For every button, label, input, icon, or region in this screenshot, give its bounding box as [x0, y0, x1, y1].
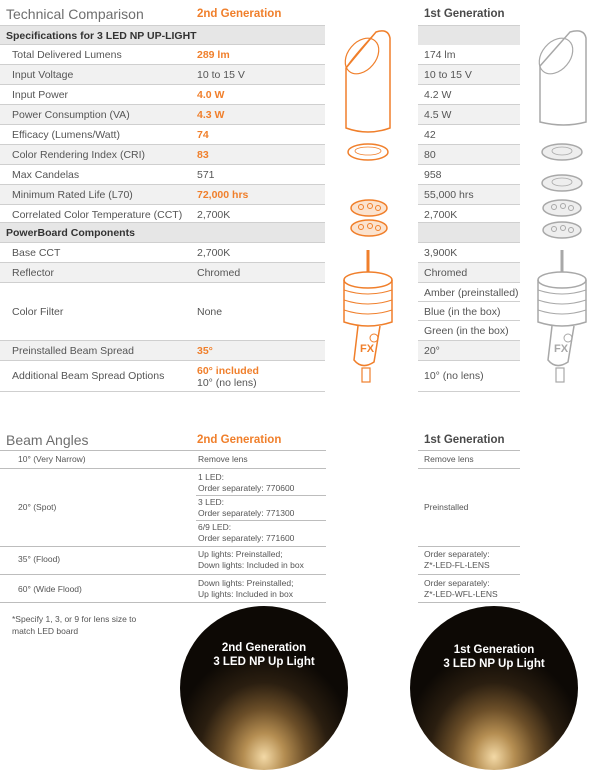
beam-35-gen1-b: Z*-LED-FL-LENS [424, 560, 490, 570]
row-label: Preinstalled Beam Spread [12, 344, 134, 357]
spec-value-gen1: 4.5 W [424, 108, 452, 121]
gen1-heading: 1st Generation [424, 8, 505, 20]
spec-value-gen1: 10 to 15 V [424, 68, 472, 81]
gen1-optics-icon [540, 196, 584, 242]
spec-value-gen2: 10 to 15 V [197, 68, 245, 81]
spec-row-gen1 [418, 184, 520, 204]
spec-value-gen2: 289 lm [197, 48, 230, 61]
beam-subrow-divider [196, 495, 326, 496]
gen2-uplight-icon [338, 28, 394, 138]
beam-35-gen2-b: Down lights: Included in box [198, 560, 304, 570]
beam-20-gen2-b: Order separately: 770600 [198, 483, 295, 493]
beam-angles-title: Beam Angles [6, 432, 89, 448]
row-label: Reflector [12, 266, 55, 279]
spec-row [0, 84, 325, 104]
spec-value-gen1: 80 [424, 148, 436, 161]
spec-row-gen1 [418, 164, 520, 184]
color-filter-gen1-3 [418, 320, 520, 340]
gen2-heading: 2nd Generation [197, 8, 282, 20]
page-title: Technical Comparison [6, 6, 144, 22]
section-band-gen1 [418, 222, 520, 242]
spec-value-gen2: 571 [197, 168, 215, 181]
beam-angle-10: 10° (Very Narrow) [18, 454, 86, 464]
spec-label: Correlated Color Temperature (CCT) [12, 208, 183, 221]
row-value-gen2-a: 60° included [197, 365, 259, 377]
beam-10-gen2: Remove lens [198, 454, 248, 464]
beam-subrow-divider [196, 520, 326, 521]
row-label: Base CCT [12, 246, 61, 259]
spec-value-gen1: 42 [424, 128, 436, 141]
spec-value-gen2: 83 [197, 148, 209, 161]
row-value-gen1: Amber (preinstalled) [424, 286, 519, 299]
spec-row [0, 64, 325, 84]
svg-text:FX: FX [359, 343, 375, 355]
beam-spread-row [0, 340, 325, 360]
spec-value-gen2: 74 [197, 128, 209, 141]
row-value-gen1: Green (in the box) [424, 324, 509, 337]
row-value-gen1: Chromed [424, 266, 468, 279]
powerboard-section-label: PowerBoard Components [6, 226, 135, 239]
spec-label: Max Candelas [12, 168, 80, 181]
beam-row-divider [0, 468, 326, 469]
additional-spread-row-gen1 [418, 360, 520, 392]
beam-60-gen2-a: Down lights: Preinstalled; [198, 578, 294, 588]
spec-label: Minimum Rated Life (L70) [12, 188, 133, 201]
section-band-gen1 [418, 25, 520, 45]
beam-60-gen1-a: Order separately: [424, 578, 490, 588]
spec-value-gen2: 72,000 hrs [197, 188, 249, 201]
gen1-led-board-icon [540, 141, 584, 163]
gen1-lens-icon [540, 172, 584, 194]
photo-caption-line1: 2nd Generation [221, 642, 307, 654]
gen1-beam-photo [410, 606, 578, 770]
spec-row [0, 104, 325, 124]
beam-20-gen2-c: 3 LED: [198, 497, 224, 507]
row-label: Color Filter [12, 305, 64, 318]
beam-row-divider [0, 602, 326, 603]
beam-20-gen1: Preinstalled [424, 502, 469, 512]
spec-label: Input Power [12, 88, 69, 101]
gen1-uplight-icon [534, 28, 590, 128]
row-value-gen2-b: 10° (no lens) [197, 377, 257, 389]
beam-10-gen1: Remove lens [424, 454, 474, 464]
base-cct-row [0, 242, 325, 262]
spec-label: Color Rendering Index (CRI) [12, 148, 146, 161]
footnote-b: match LED board [12, 626, 79, 636]
photo-caption-line2: 3 LED NP Up Light [213, 656, 315, 668]
spec-row-gen1 [418, 124, 520, 144]
color-filter-gen1-1 [418, 282, 520, 302]
beam-20-gen2-d: Order separately: 771300 [198, 508, 295, 518]
row-value-gen2: Chromed [197, 266, 241, 279]
gen2-optics-icon [348, 196, 390, 240]
spec-label: Power Consumption (VA) [12, 108, 130, 121]
base-cct-row-gen1 [418, 242, 520, 262]
beam-gen1-heading: 1st Generation [424, 434, 505, 446]
spec-value-gen1: 4.2 W [424, 88, 452, 101]
spec-value-gen1: 2,700K [424, 208, 458, 221]
spec-row [0, 44, 325, 64]
row-value-gen1: Blue (in the box) [424, 305, 501, 318]
spec-value-gen1: 958 [424, 168, 442, 181]
beam-60-gen1-b: Z*-LED-WFL-LENS [424, 589, 498, 599]
beam-row-divider [418, 468, 520, 469]
spec-label: Efficacy (Lumens/Watt) [12, 128, 120, 141]
spec-row [0, 164, 325, 184]
row-value-gen1: 20° [424, 344, 440, 357]
spec-value-gen2: 4.0 W [197, 88, 225, 101]
beam-35-gen1-a: Order separately: [424, 549, 490, 559]
beam-20-gen2-a: 1 LED: [198, 472, 224, 482]
beam-35-gen2-a: Up lights: Preinstalled; [198, 549, 283, 559]
row-value-gen1: 3,900K [424, 246, 458, 259]
gen2-led-board-icon [346, 141, 390, 163]
beam-20-gen2-f: Order separately: 771600 [198, 533, 295, 543]
reflector-row [0, 262, 325, 282]
beam-angle-60: 60° (Wide Flood) [18, 584, 82, 594]
beam-row-divider [418, 546, 520, 547]
row-value-gen2: 35° [197, 344, 213, 357]
spec-label: Total Delivered Lumens [12, 48, 122, 61]
photo-caption-line2: 3 LED NP Up Light [443, 658, 545, 670]
svg-text:FX: FX [553, 343, 569, 355]
spec-row [0, 184, 325, 204]
beam-60-gen2-b: Up lights: Included in box [198, 589, 293, 599]
beam-spread-row-gen1 [418, 340, 520, 360]
spec-row [0, 144, 325, 164]
beam-row-divider [0, 450, 326, 451]
spec-row [0, 124, 325, 144]
spec-row-gen1 [418, 144, 520, 164]
beam-row-divider [418, 450, 520, 451]
beam-row-divider [418, 574, 520, 575]
spec-row [0, 204, 325, 224]
row-value-gen2: 2,700K [197, 246, 231, 259]
row-label: Additional Beam Spread Options [12, 370, 165, 382]
beam-20-gen2-e: 6/9 LED: [198, 522, 232, 532]
beam-row-divider [0, 546, 326, 547]
spec-value-gen1: 55,000 hrs [424, 188, 474, 201]
additional-spread-row [0, 360, 325, 392]
spec-label: Input Voltage [12, 68, 74, 81]
color-filter-gen1-2 [418, 301, 520, 321]
beam-row-divider [418, 602, 520, 603]
spec-row-gen1 [418, 44, 520, 64]
gen1-heatsink-body-icon [534, 250, 590, 390]
beam-row-divider [0, 574, 326, 575]
spec-value-gen2: 4.3 W [197, 108, 225, 121]
spec-section-header [0, 25, 325, 45]
row-value-gen1: 10° (no lens) [424, 370, 484, 382]
spec-row-gen1 [418, 204, 520, 224]
beam-angle-35: 35° (Flood) [18, 554, 61, 564]
gen2-beam-photo [180, 606, 348, 770]
row-value-gen2: None [197, 305, 223, 318]
footnote-a: *Specify 1, 3, or 9 for lens size to [12, 614, 137, 624]
beam-angle-20: 20° (Spot) [18, 502, 57, 512]
photo-caption-line1: 1st Generation [453, 644, 535, 656]
color-filter-row [0, 282, 325, 340]
powerboard-section-header [0, 222, 325, 242]
gen2-heatsink-body-icon [340, 250, 396, 390]
spec-value-gen2: 2,700K [197, 208, 231, 221]
spec-section-label: Specifications for 3 LED NP UP-LIGHT [6, 29, 197, 42]
spec-row-gen1 [418, 104, 520, 124]
spec-row-gen1 [418, 84, 520, 104]
spec-row-gen1 [418, 64, 520, 84]
reflector-row-gen1 [418, 262, 520, 282]
beam-gen2-heading: 2nd Generation [197, 434, 282, 446]
spec-value-gen1: 174 lm [424, 48, 456, 61]
